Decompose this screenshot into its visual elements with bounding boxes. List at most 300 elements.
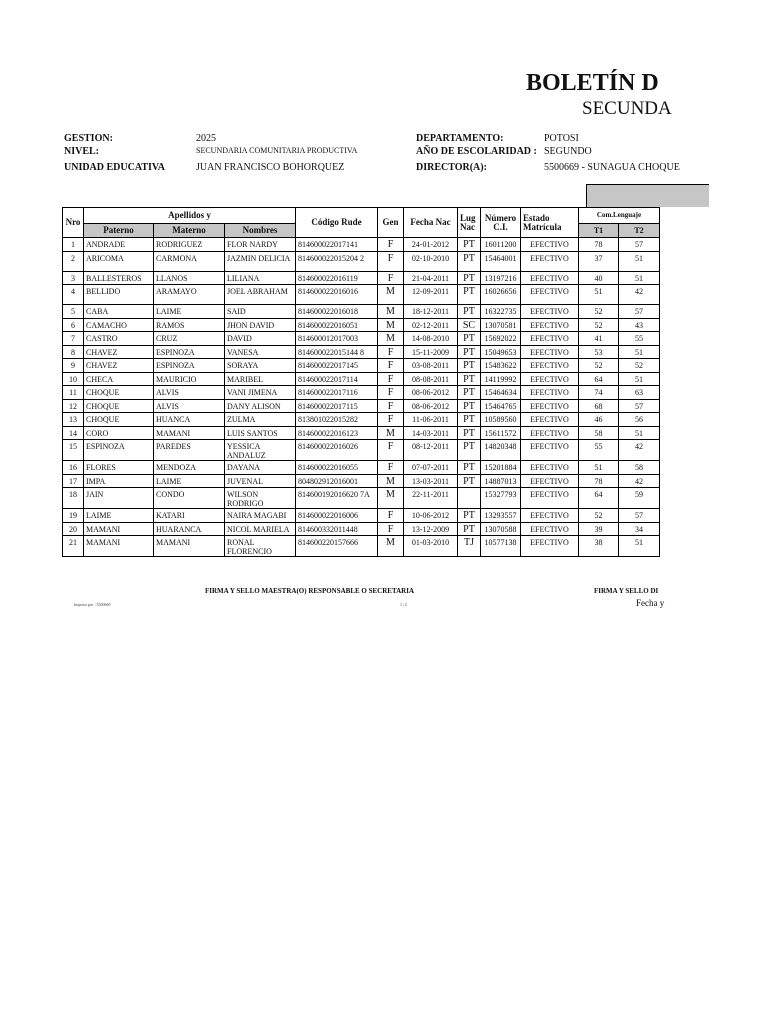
gen-cell: M xyxy=(378,318,404,332)
nivel-label: NIVEL: xyxy=(64,146,100,157)
page-number: 1 | 2 xyxy=(400,602,407,607)
lug-cell: PT xyxy=(458,509,481,523)
paterno-cell: FLORES xyxy=(84,461,154,475)
ci-cell: 13293557 xyxy=(481,509,521,523)
t1-cell: 78 xyxy=(579,474,619,488)
t1-cell: 51 xyxy=(579,285,619,305)
lug-cell: PT xyxy=(458,522,481,536)
rude-cell: 814600022017114 xyxy=(296,372,378,386)
materno-cell: MAMANI xyxy=(154,426,225,440)
nombres-cell: MARIBEL xyxy=(225,372,296,386)
materno-cell: CONDO xyxy=(154,488,225,509)
materno-cell: MENDOZA xyxy=(154,461,225,475)
t2-cell: 58 xyxy=(619,461,660,475)
unidad-label: UNIDAD EDUCATIVA xyxy=(64,162,166,173)
nro-cell: 10 xyxy=(63,372,84,386)
t1-cell: 52 xyxy=(579,305,619,319)
t2-cell: 59 xyxy=(619,488,660,509)
nombres-cell: JOEL ABRAHAM xyxy=(225,285,296,305)
table-row xyxy=(63,399,660,413)
table-row xyxy=(63,332,660,346)
lug-cell: PT xyxy=(458,413,481,427)
table-row xyxy=(63,440,660,461)
nro-cell: 11 xyxy=(63,386,84,400)
materno-cell: ALVIS xyxy=(154,386,225,400)
table-row xyxy=(63,251,660,271)
t1-cell: 52 xyxy=(579,509,619,523)
nro-cell: 2 xyxy=(63,251,84,271)
materno-cell: ESPINOZA xyxy=(154,359,225,373)
gen-cell: F xyxy=(378,359,404,373)
rude-cell: 814600022015144 8 xyxy=(296,345,378,359)
paterno-cell: CHAVEZ xyxy=(84,359,154,373)
estado-cell: EFECTIVO xyxy=(521,238,579,252)
nombres-cell: DAVID xyxy=(225,332,296,346)
nro-cell: 14 xyxy=(63,426,84,440)
nombres-cell: VANI JIMENA xyxy=(225,386,296,400)
gen-cell: F xyxy=(378,413,404,427)
estado-cell: EFECTIVO xyxy=(521,488,579,509)
table-row xyxy=(63,238,660,252)
impreso-por: Impreso por : 5500669 xyxy=(74,602,111,607)
ci-cell: 15464001 xyxy=(481,251,521,271)
table-row xyxy=(63,426,660,440)
ci-cell: 14119992 xyxy=(481,372,521,386)
nombres-cell: DAYANA xyxy=(225,461,296,475)
rude-cell: 814600022017145 xyxy=(296,359,378,373)
nombres-cell: NICOL MARIELA xyxy=(225,522,296,536)
lug-cell: TJ xyxy=(458,536,481,557)
paterno-cell: MAMANI xyxy=(84,536,154,557)
estado-cell: EFECTIVO xyxy=(521,509,579,523)
fecha-cell: 07-07-2011 xyxy=(404,461,458,475)
lug-cell: PT xyxy=(458,271,481,285)
t2-cell: 57 xyxy=(619,238,660,252)
gen-cell: F xyxy=(378,522,404,536)
lug-cell: PT xyxy=(458,305,481,319)
fecha-cell: 08-12-2011 xyxy=(404,440,458,461)
lug-cell: PT xyxy=(458,426,481,440)
students-table xyxy=(62,207,660,557)
rude-cell: 814600022017115 xyxy=(296,399,378,413)
lug-cell xyxy=(458,488,481,509)
ci-cell: 15611572 xyxy=(481,426,521,440)
t1-cell: 55 xyxy=(579,440,619,461)
rude-cell: 814600022017141 xyxy=(296,238,378,252)
fecha-cell: 02-12-2011 xyxy=(404,318,458,332)
t1-cell: 74 xyxy=(579,386,619,400)
t2-cell: 51 xyxy=(619,536,660,557)
t1-cell: 64 xyxy=(579,372,619,386)
gen-cell: M xyxy=(378,426,404,440)
t2-cell: 57 xyxy=(619,305,660,319)
rude-cell: 814600022016026 xyxy=(296,440,378,461)
gen-cell: F xyxy=(378,399,404,413)
table-row xyxy=(63,474,660,488)
paterno-cell: JAIN xyxy=(84,488,154,509)
nombres-cell: NAIRA MAGABI xyxy=(225,509,296,523)
table-row xyxy=(63,285,660,305)
materno-cell: MAURICIO xyxy=(154,372,225,386)
lug-cell: PT xyxy=(458,285,481,305)
director-label: DIRECTOR(A): xyxy=(416,162,487,173)
estado-cell: EFECTIVO xyxy=(521,305,579,319)
nombres-cell: JUVENAL xyxy=(225,474,296,488)
gen-cell: M xyxy=(378,474,404,488)
t1-cell: 68 xyxy=(579,399,619,413)
fecha-cell: 13-03-2011 xyxy=(404,474,458,488)
rude-cell: 814600022015204 2 xyxy=(296,251,378,271)
estado-cell: EFECTIVO xyxy=(521,271,579,285)
t2-cell: 57 xyxy=(619,399,660,413)
table-row xyxy=(63,413,660,427)
materno-cell: LAIME xyxy=(154,305,225,319)
t2-cell: 51 xyxy=(619,426,660,440)
nro-cell: 18 xyxy=(63,488,84,509)
grades-header-box xyxy=(586,184,709,207)
col-ci: Número C.I. xyxy=(481,208,521,238)
table-row xyxy=(63,372,660,386)
lug-cell: PT xyxy=(458,359,481,373)
lug-cell: PT xyxy=(458,372,481,386)
nro-cell: 8 xyxy=(63,345,84,359)
fecha-cell: 14-08-2010 xyxy=(404,332,458,346)
gen-cell: F xyxy=(378,345,404,359)
gen-cell: F xyxy=(378,461,404,475)
col-nombres: Nombres xyxy=(225,224,296,238)
rude-cell: 814600022016051 xyxy=(296,318,378,332)
rude-cell: 814600220157666 xyxy=(296,536,378,557)
table-row xyxy=(63,536,660,557)
gestion-label: GESTION: xyxy=(64,133,113,144)
ci-cell: 10577138 xyxy=(481,536,521,557)
t1-cell: 41 xyxy=(579,332,619,346)
t2-cell: 52 xyxy=(619,359,660,373)
t2-cell: 55 xyxy=(619,332,660,346)
col-rude: Código Rude xyxy=(296,208,378,238)
paterno-cell: CHOQUE xyxy=(84,399,154,413)
t1-cell: 64 xyxy=(579,488,619,509)
fecha-cell: 22-11-2011 xyxy=(404,488,458,509)
estado-cell: EFECTIVO xyxy=(521,345,579,359)
nro-cell: 6 xyxy=(63,318,84,332)
departamento-label: DEPARTAMENTO: xyxy=(416,133,504,144)
t2-cell: 56 xyxy=(619,413,660,427)
ci-cell: 15049653 xyxy=(481,345,521,359)
ci-cell: 13070588 xyxy=(481,522,521,536)
nombres-cell: FLOR NARDY xyxy=(225,238,296,252)
ci-cell: 15692022 xyxy=(481,332,521,346)
ci-cell: 16322735 xyxy=(481,305,521,319)
table-row xyxy=(63,318,660,332)
paterno-cell: ANDRADE xyxy=(84,238,154,252)
departamento-value: POTOSI xyxy=(544,133,579,144)
table-row xyxy=(63,359,660,373)
nombres-cell: VANESA xyxy=(225,345,296,359)
nro-cell: 4 xyxy=(63,285,84,305)
materno-cell: RODRIGUEZ xyxy=(154,238,225,252)
t2-cell: 34 xyxy=(619,522,660,536)
estado-cell: EFECTIVO xyxy=(521,251,579,271)
table-row xyxy=(63,386,660,400)
paterno-cell: CHAVEZ xyxy=(84,345,154,359)
estado-cell: EFECTIVO xyxy=(521,522,579,536)
firma-director: FIRMA Y SELLO DI xyxy=(594,587,659,595)
ci-cell: 10589560 xyxy=(481,413,521,427)
nro-cell: 3 xyxy=(63,271,84,285)
estado-cell: EFECTIVO xyxy=(521,285,579,305)
ci-cell: 15327793 xyxy=(481,488,521,509)
t2-cell: 63 xyxy=(619,386,660,400)
gen-cell: M xyxy=(378,488,404,509)
gen-cell: F xyxy=(378,509,404,523)
col-fecha: Fecha Nac xyxy=(404,208,458,238)
rude-cell: 813801022015282 xyxy=(296,413,378,427)
paterno-cell: CHECA xyxy=(84,372,154,386)
estado-cell: EFECTIVO xyxy=(521,318,579,332)
materno-cell: LLANOS xyxy=(154,271,225,285)
report-title: BOLETÍN D xyxy=(526,70,659,96)
nombres-cell: YESSICA ANDALUZ xyxy=(225,440,296,461)
gen-cell: F xyxy=(378,238,404,252)
nro-cell: 15 xyxy=(63,440,84,461)
t1-cell: 37 xyxy=(579,251,619,271)
paterno-cell: ARICOMA xyxy=(84,251,154,271)
gen-cell: F xyxy=(378,440,404,461)
materno-cell: CRUZ xyxy=(154,332,225,346)
estado-cell: EFECTIVO xyxy=(521,413,579,427)
ci-cell: 16026656 xyxy=(481,285,521,305)
table-row xyxy=(63,509,660,523)
materno-cell: CARMONA xyxy=(154,251,225,271)
paterno-cell: IMPA xyxy=(84,474,154,488)
lug-cell: PT xyxy=(458,461,481,475)
col-nro: Nro xyxy=(63,208,84,238)
estado-cell: EFECTIVO xyxy=(521,386,579,400)
estado-cell: EFECTIVO xyxy=(521,359,579,373)
estado-cell: EFECTIVO xyxy=(521,474,579,488)
nro-cell: 21 xyxy=(63,536,84,557)
fecha-cell: 08-08-2011 xyxy=(404,372,458,386)
nombres-cell: ZULMA xyxy=(225,413,296,427)
lug-cell: PT xyxy=(458,399,481,413)
t2-cell: 42 xyxy=(619,285,660,305)
ci-cell: 14887013 xyxy=(481,474,521,488)
nro-cell: 7 xyxy=(63,332,84,346)
gestion-value: 2025 xyxy=(196,133,216,144)
materno-cell: MAMANI xyxy=(154,536,225,557)
ci-cell: 13197216 xyxy=(481,271,521,285)
nombres-cell: DANY ALISON xyxy=(225,399,296,413)
paterno-cell: CASTRO xyxy=(84,332,154,346)
fecha-cell: 01-03-2010 xyxy=(404,536,458,557)
gen-cell: M xyxy=(378,332,404,346)
col-apellidos: Apellidos y xyxy=(84,208,296,224)
materno-cell: RAMOS xyxy=(154,318,225,332)
materno-cell: LAIME xyxy=(154,474,225,488)
ci-cell: 15201884 xyxy=(481,461,521,475)
t1-cell: 52 xyxy=(579,359,619,373)
col-materno: Materno xyxy=(154,224,225,238)
paterno-cell: CAMACHO xyxy=(84,318,154,332)
col-lug: Lug Nac xyxy=(458,208,481,238)
nivel-value: SECUNDARIA COMUNITARIA PRODUCTIVA xyxy=(196,146,358,155)
rude-cell: 814600022016006 xyxy=(296,509,378,523)
estado-cell: EFECTIVO xyxy=(521,372,579,386)
nombres-cell: RONAL FLORENCIO xyxy=(225,536,296,557)
gen-cell: M xyxy=(378,305,404,319)
rude-cell: 814600192016620 7A xyxy=(296,488,378,509)
nombres-cell: JAZMIN DELICIA xyxy=(225,251,296,271)
t2-cell: 42 xyxy=(619,440,660,461)
col-t2: T2 xyxy=(619,224,660,238)
t1-cell: 39 xyxy=(579,522,619,536)
t2-cell: 42 xyxy=(619,474,660,488)
t1-cell: 53 xyxy=(579,345,619,359)
materno-cell: ARAMAYO xyxy=(154,285,225,305)
anio-value: SEGUNDO xyxy=(544,146,592,157)
paterno-cell: LAIME xyxy=(84,509,154,523)
lug-cell: PT xyxy=(458,332,481,346)
fecha-cell: 11-06-2011 xyxy=(404,413,458,427)
t2-cell: 51 xyxy=(619,345,660,359)
t2-cell: 51 xyxy=(619,271,660,285)
materno-cell: HUARANCA xyxy=(154,522,225,536)
report-subtitle: SECUNDA xyxy=(582,98,672,119)
nro-cell: 12 xyxy=(63,399,84,413)
anio-label: AÑO DE ESCOLARIDAD : xyxy=(416,146,537,157)
paterno-cell: CHOQUE xyxy=(84,413,154,427)
nombres-cell: SORAYA xyxy=(225,359,296,373)
fecha-cell: 02-10-2010 xyxy=(404,251,458,271)
gen-cell: F xyxy=(378,251,404,271)
t1-cell: 38 xyxy=(579,536,619,557)
t2-cell: 51 xyxy=(619,251,660,271)
ci-cell: 15483622 xyxy=(481,359,521,373)
nro-cell: 17 xyxy=(63,474,84,488)
materno-cell: ALVIS xyxy=(154,399,225,413)
paterno-cell: CABA xyxy=(84,305,154,319)
gen-cell: F xyxy=(378,372,404,386)
nombres-cell: LILIANA xyxy=(225,271,296,285)
ci-cell: 14820348 xyxy=(481,440,521,461)
estado-cell: EFECTIVO xyxy=(521,399,579,413)
nombres-cell: LUIS SANTOS xyxy=(225,426,296,440)
lug-cell: SC xyxy=(458,318,481,332)
paterno-cell: BALLESTEROS xyxy=(84,271,154,285)
fecha-cell: 13-12-2009 xyxy=(404,522,458,536)
fecha-cell: 15-11-2009 xyxy=(404,345,458,359)
estado-cell: EFECTIVO xyxy=(521,461,579,475)
materno-cell: ESPINOZA xyxy=(154,345,225,359)
nro-cell: 13 xyxy=(63,413,84,427)
ci-cell: 15464765 xyxy=(481,399,521,413)
table-row xyxy=(63,305,660,319)
table-row xyxy=(63,345,660,359)
gen-cell: F xyxy=(378,271,404,285)
gen-cell: F xyxy=(378,386,404,400)
ci-cell: 13070581 xyxy=(481,318,521,332)
fecha-cell: 08-06-2012 xyxy=(404,386,458,400)
unidad-value: JUAN FRANCISCO BOHORQUEZ xyxy=(196,162,345,173)
estado-cell: EFECTIVO xyxy=(521,536,579,557)
gen-cell: M xyxy=(378,536,404,557)
director-value: 5500669 - SUNAGUA CHOQUE xyxy=(544,162,680,173)
lug-cell: PT xyxy=(458,251,481,271)
t1-cell: 58 xyxy=(579,426,619,440)
firma-maestra: FIRMA Y SELLO MAESTRA(O) RESPONSABLE O SECRETARIA xyxy=(205,587,414,595)
rude-cell: 814600012017003 xyxy=(296,332,378,346)
lug-cell: PT xyxy=(458,474,481,488)
materno-cell: HUANCA xyxy=(154,413,225,427)
ci-cell: 15464634 xyxy=(481,386,521,400)
materno-cell: PAREDES xyxy=(154,440,225,461)
rude-cell: 814600022016055 xyxy=(296,461,378,475)
table-row xyxy=(63,461,660,475)
fecha-cell: 10-06-2012 xyxy=(404,509,458,523)
estado-cell: EFECTIVO xyxy=(521,440,579,461)
t1-cell: 78 xyxy=(579,238,619,252)
estado-cell: EFECTIVO xyxy=(521,332,579,346)
paterno-cell: CORO xyxy=(84,426,154,440)
fecha-label: Fecha y xyxy=(636,598,665,608)
nombres-cell: JHON DAVID xyxy=(225,318,296,332)
nro-cell: 9 xyxy=(63,359,84,373)
lug-cell: PT xyxy=(458,345,481,359)
rude-cell: 814600022016018 xyxy=(296,305,378,319)
t1-cell: 40 xyxy=(579,271,619,285)
fecha-cell: 24-01-2012 xyxy=(404,238,458,252)
lug-cell: PT xyxy=(458,386,481,400)
fecha-cell: 21-04-2011 xyxy=(404,271,458,285)
col-estado: Estado Matrícula xyxy=(521,208,579,238)
paterno-cell: CHOQUE xyxy=(84,386,154,400)
nro-cell: 19 xyxy=(63,509,84,523)
nombres-cell: SAID xyxy=(225,305,296,319)
paterno-cell: ESPINOZA xyxy=(84,440,154,461)
gen-cell: M xyxy=(378,285,404,305)
nro-cell: 20 xyxy=(63,522,84,536)
nombres-cell: WILSON RODRIGO xyxy=(225,488,296,509)
table-row xyxy=(63,522,660,536)
t1-cell: 51 xyxy=(579,461,619,475)
t2-cell: 43 xyxy=(619,318,660,332)
materno-cell: KATARI xyxy=(154,509,225,523)
fecha-cell: 08-06-2012 xyxy=(404,399,458,413)
lug-cell: PT xyxy=(458,238,481,252)
rude-cell: 814600332011448 xyxy=(296,522,378,536)
t2-cell: 51 xyxy=(619,372,660,386)
rude-cell: 804802912016001 xyxy=(296,474,378,488)
paterno-cell: BELLIDO xyxy=(84,285,154,305)
nro-cell: 5 xyxy=(63,305,84,319)
table-row xyxy=(63,488,660,509)
fecha-cell: 12-09-2011 xyxy=(404,285,458,305)
estado-cell: EFECTIVO xyxy=(521,426,579,440)
rude-cell: 814600022017116 xyxy=(296,386,378,400)
paterno-cell: MAMANI xyxy=(84,522,154,536)
table-row xyxy=(63,271,660,285)
col-paterno: Paterno xyxy=(84,224,154,238)
col-t1: T1 xyxy=(579,224,619,238)
fecha-cell: 03-08-2011 xyxy=(404,359,458,373)
fecha-cell: 14-03-2011 xyxy=(404,426,458,440)
ci-cell: 16011200 xyxy=(481,238,521,252)
lug-cell: PT xyxy=(458,440,481,461)
t2-cell: 57 xyxy=(619,509,660,523)
col-gen: Gen xyxy=(378,208,404,238)
nro-cell: 1 xyxy=(63,238,84,252)
